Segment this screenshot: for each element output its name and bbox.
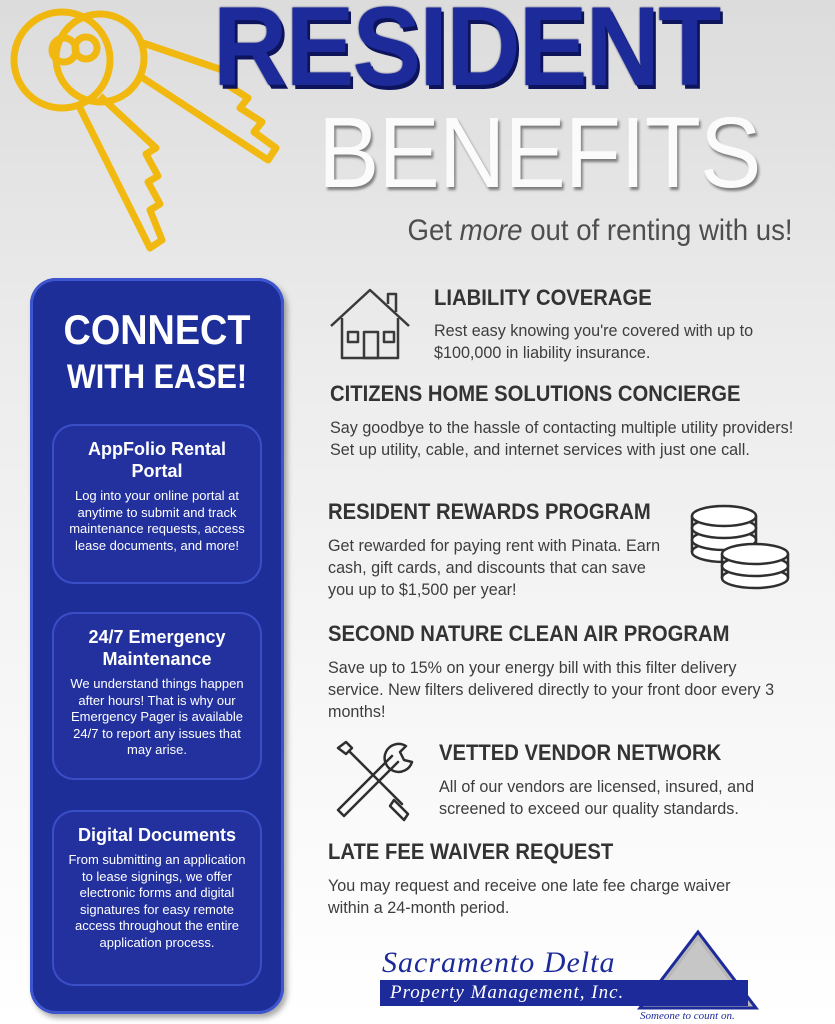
panel-title-line1: CONNECT: [63, 306, 251, 353]
title-benefits: BENEFITS: [317, 97, 761, 209]
section-title-late-fee: LATE FEE WAIVER REQUEST: [328, 839, 614, 864]
section-text-clean-air: Save up to 15% on your energy bill with this filter delivery service. New filters delivered directly to your front door every 3 months!: [328, 658, 775, 721]
logo-subtitle: Property Management, Inc.: [390, 982, 625, 1003]
tagline-start: Get: [407, 214, 461, 247]
section-title-concierge: CITIZENS HOME SOLUTIONS CONCIERGE: [330, 381, 741, 406]
tools-icon: [332, 738, 418, 824]
card-appfolio-portal: [52, 424, 262, 584]
section-text-concierge: Say goodbye to the hassle of contacting multiple utility providers! Set up utility, cable, and internet services with just one call.: [330, 418, 794, 459]
section-text-liability: Rest easy knowing you're covered with up to $100,000 in liability insurance.: [434, 321, 754, 362]
card-title: Digital Documents: [77, 825, 237, 845]
logo-name: Sacramento Delta: [382, 946, 616, 979]
card-text: Log into your online portal at anytime to submit and track maintenance requests, access lease documents, and more!: [69, 488, 245, 553]
card-emergency-maintenance: [52, 612, 262, 780]
card-title: 24/7 Emergency Maintenance: [88, 627, 226, 669]
card-title: AppFolio Rental Portal: [88, 439, 226, 481]
section-text-vendor: All of our vendors are licensed, insured, and screened to exceed our quality standards.: [439, 777, 755, 818]
tagline: [408, 214, 793, 248]
tagline-emphasis: more: [460, 214, 523, 247]
card-digital-documents: [52, 810, 262, 986]
section-title-rewards: RESIDENT REWARDS PROGRAM: [328, 499, 651, 524]
section-text-late-fee: You may request and receive one late fee charge waiver within a 24-month period.: [328, 876, 731, 917]
connect-panel: [30, 278, 284, 1014]
section-text-rewards: Get rewarded for paying rent with Pinata. Earn cash, gift cards, and discounts that can save you up to $1,500 per year!: [328, 536, 661, 599]
card-text: From submitting an application to lease signings, we offer electronic forms and digital signatures for easy remote access throughout the entire application process.: [68, 852, 246, 950]
coins-icon: [688, 500, 798, 594]
card-text: We understand things happen after hours! That is why our Emergency Pager is available 24/7 to report any issues that may arise.: [70, 676, 244, 757]
section-title-vendor: VETTED VENDOR NETWORK: [439, 740, 722, 765]
section-title-clean-air: SECOND NATURE CLEAN AIR PROGRAM: [328, 621, 730, 646]
house-icon: [328, 286, 412, 362]
panel-title-line2: WITH EASE!: [66, 358, 248, 396]
title-resident: RESIDENT: [213, 0, 720, 109]
section-title-liability: LIABILITY COVERAGE: [434, 285, 652, 310]
logo-tagline: Someone to count on.: [640, 1010, 735, 1022]
tagline-end: out of renting with us!: [522, 214, 793, 247]
